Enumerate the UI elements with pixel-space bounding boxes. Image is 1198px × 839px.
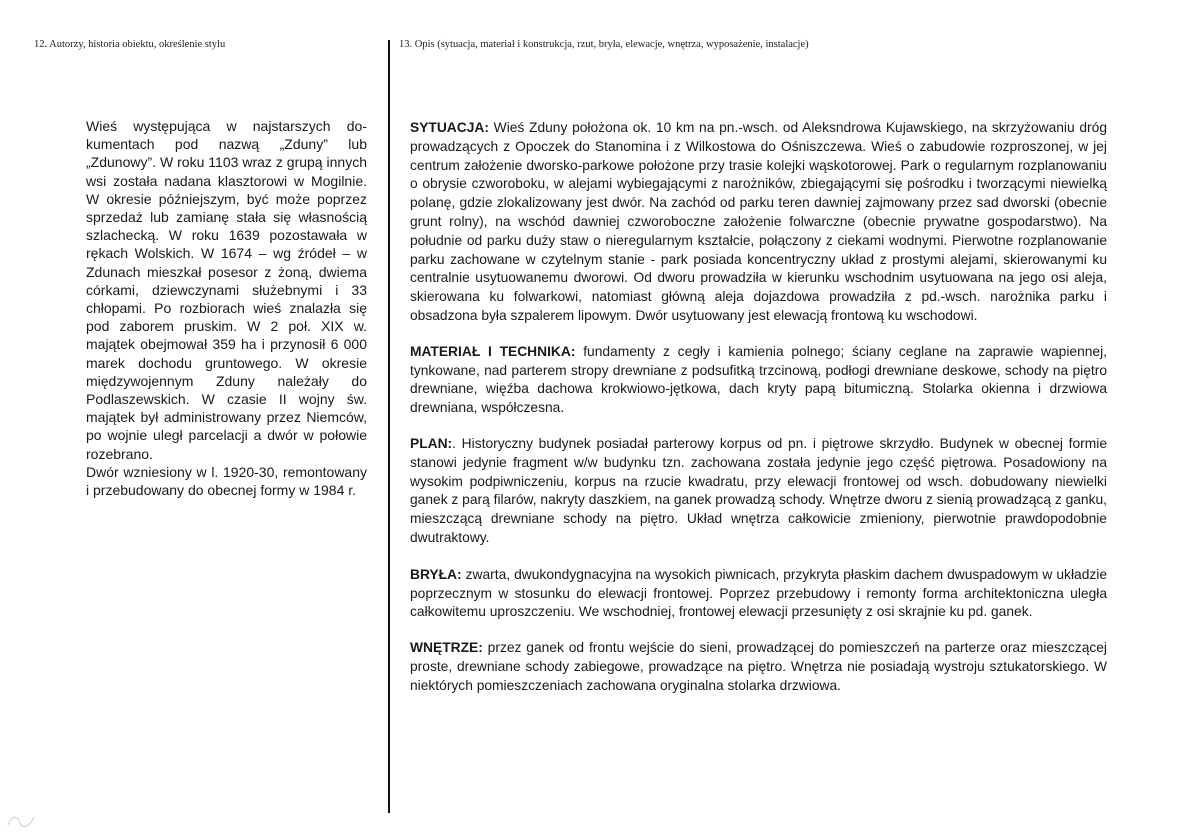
situation-text: Wieś Zduny położona ok. 10 km na pn.-wsch. od Aleksndrowa Kujawskiego, na skrzyżowaniu dróg prowadzących z Opoczek do Stanomina i z Wilkostowa do Ośniszczewa. Wieś o zabudowie rozproszonej, w jej centrum założenie dworsko-parkowe położone przy trasie kolejki wąskotorowej. Park o regularnym rozplanowaniu o obrysie czworoboku, w alejami wybiegającymi z narożników, zbiegającymi się pośrodku i tworzącymi niewielką polanę, gdzie zlokalizowany jest dwór. Na zachód od parku teren dawniej zajmowany przez sad dworski (obecnie grunt rolny), na wschód dawniej czworoboczne założenie folwarczne (obecnie prywatne gospodarstwo). Na południe od parku duży staw o nieregularnym kształcie, połączony z ciekami wodnymi. Pierwotne rozplanowanie parku zachowane w czytelnym stanie - park posiada koncentryczny układ z prostymi alejami, skierowanymi ku centralnie usytuowanemu dworowi. Od dworu prowadziła w kierunku wschodnim usytuowana na jego osi aleja, skierowana ku folwarkowi, natomiast główną aleja dojazdowa prowadziła z pd.-wsch. narożnika parku i obsadzona była szpalerem lipowym. Dwór usytuowany jest elewacją frontową ku wschodowi. xyxy=(410,120,1107,323)
column-divider xyxy=(388,40,390,813)
plan-label: PLAN: xyxy=(410,435,453,451)
material-text: fundamenty z cegły i kamienia polnego; ściany ceglane na zaprawie wapiennej, tynkowane, nad parterem stropy drewniane z podsufitką trzcinową, podłogi drewniane deskowe, schody na piętro drewniane, więźba dachowa krokwiowo-jętkowa, dach kryty papą bitumiczną. Stolarka okienna i drzwiowa drewniana, współczesna. xyxy=(410,343,1107,416)
interior-label: WNĘTRZE: xyxy=(410,640,483,656)
right-column-header: 13. Opis (sytuacja, materiał i konstrukcja, rzut, bryła, elewacje, wnętrza, wyposażenie, instalacje) xyxy=(399,39,809,50)
scan-pencil-mark xyxy=(4,803,44,833)
left-column-header: 12. Autorzy, historia obiektu, określenie stylu xyxy=(34,39,226,50)
section-material xyxy=(410,343,1107,418)
section-situation xyxy=(410,119,1107,326)
section-plan xyxy=(410,435,1107,548)
manor-paragraph: Dwór wzniesiony w l. 1920-30, remontowany i przebudowany do obecnej formy w 1984 r. xyxy=(86,463,367,499)
material-label: MATERIAŁ I TECHNIKA: xyxy=(410,343,576,359)
plan-text: . Historyczny budynek posiadał parterowy korpus od pn. i piętrowe skrzydło. Budynek w obecnej formie stanowi jedynie fragment w/w budynku tzn. zachowana została jedynie jego część piętrowa. Posadowiony na wysokim podpiwniczeniu, korpus na rzucie kwadratu, przy elewacji frontowej od wsch. dobudowany niewielki ganek z parą filarów, nakryty daszkiem, na ganek prowadzą schody. Wnętrze dworu z sienią prowadzącą z ganku, mieszczącą drewniane schody na piętro. Układ wnętrza całkowicie zmieniony, pierwotnie prawdopodobnie dwutraktowy. xyxy=(410,435,1107,545)
mass-text: zwarta, dwukondygnacyjna na wysokich piwnicach, przykryta płaskim dachem dwuspadowym w układzie poprzecznym w stosunku do elewacji frontowej. Poprzez przebudowy i remonty forma architektoniczna uległa całkowitemu uproszczeniu. We wschodniej, frontowej elewacji przesunięty z osi skrajnie ku pd. ganek. xyxy=(410,566,1107,620)
interior-text: przez ganek od frontu wejście do sieni, prowadzącej do pomieszczeń na parterze oraz mieszczącej proste, drewniane schody zabiegowe, prowadzące na piętro. Wnętrza nie posiadają wystroju sztukatorskiego. W niektórych pomieszczeniach zachowana oryginalna stolarka drzwiowa. xyxy=(410,640,1107,693)
section-interior xyxy=(410,639,1107,695)
section-mass xyxy=(410,566,1107,622)
history-column xyxy=(86,117,367,499)
situation-label: SYTUACJA: xyxy=(410,120,489,135)
mass-label: BRYŁA: xyxy=(410,566,462,582)
description-column xyxy=(410,119,1107,713)
history-paragraph: Wieś występująca w najstarszych dokumentach pod nazwą „Zduny” lub „Zdunowy”. W roku 1103 wraz z grupą innych wsi została nadana klasztorowi w Mogilnie. W okresie późniejszym, być może poprzez sprzedaż lub zamianę stała się własnością szlachecką. W roku 1639 pozostawała w rękach Wolskich. W 1674 – wg źródeł – w Zdunach mieszkał posesor z żoną, dwiema córkami, dziewczynami służebnymi i 33 chłopami. Po rozbiorach wieś znalazła się pod zaborem pruskim. W 2 poł. XIX w. majątek obejmował 359 ha i przynosił 6 000 marek dochodu gruntowego. W okresie międzywojennym Zduny należały do Podlaszewskich. W czasie II wojny św. majątek był administrowany przez Niemców, po wojnie uległ parcelacji a dwór w połowie rozebrano. xyxy=(86,118,367,462)
